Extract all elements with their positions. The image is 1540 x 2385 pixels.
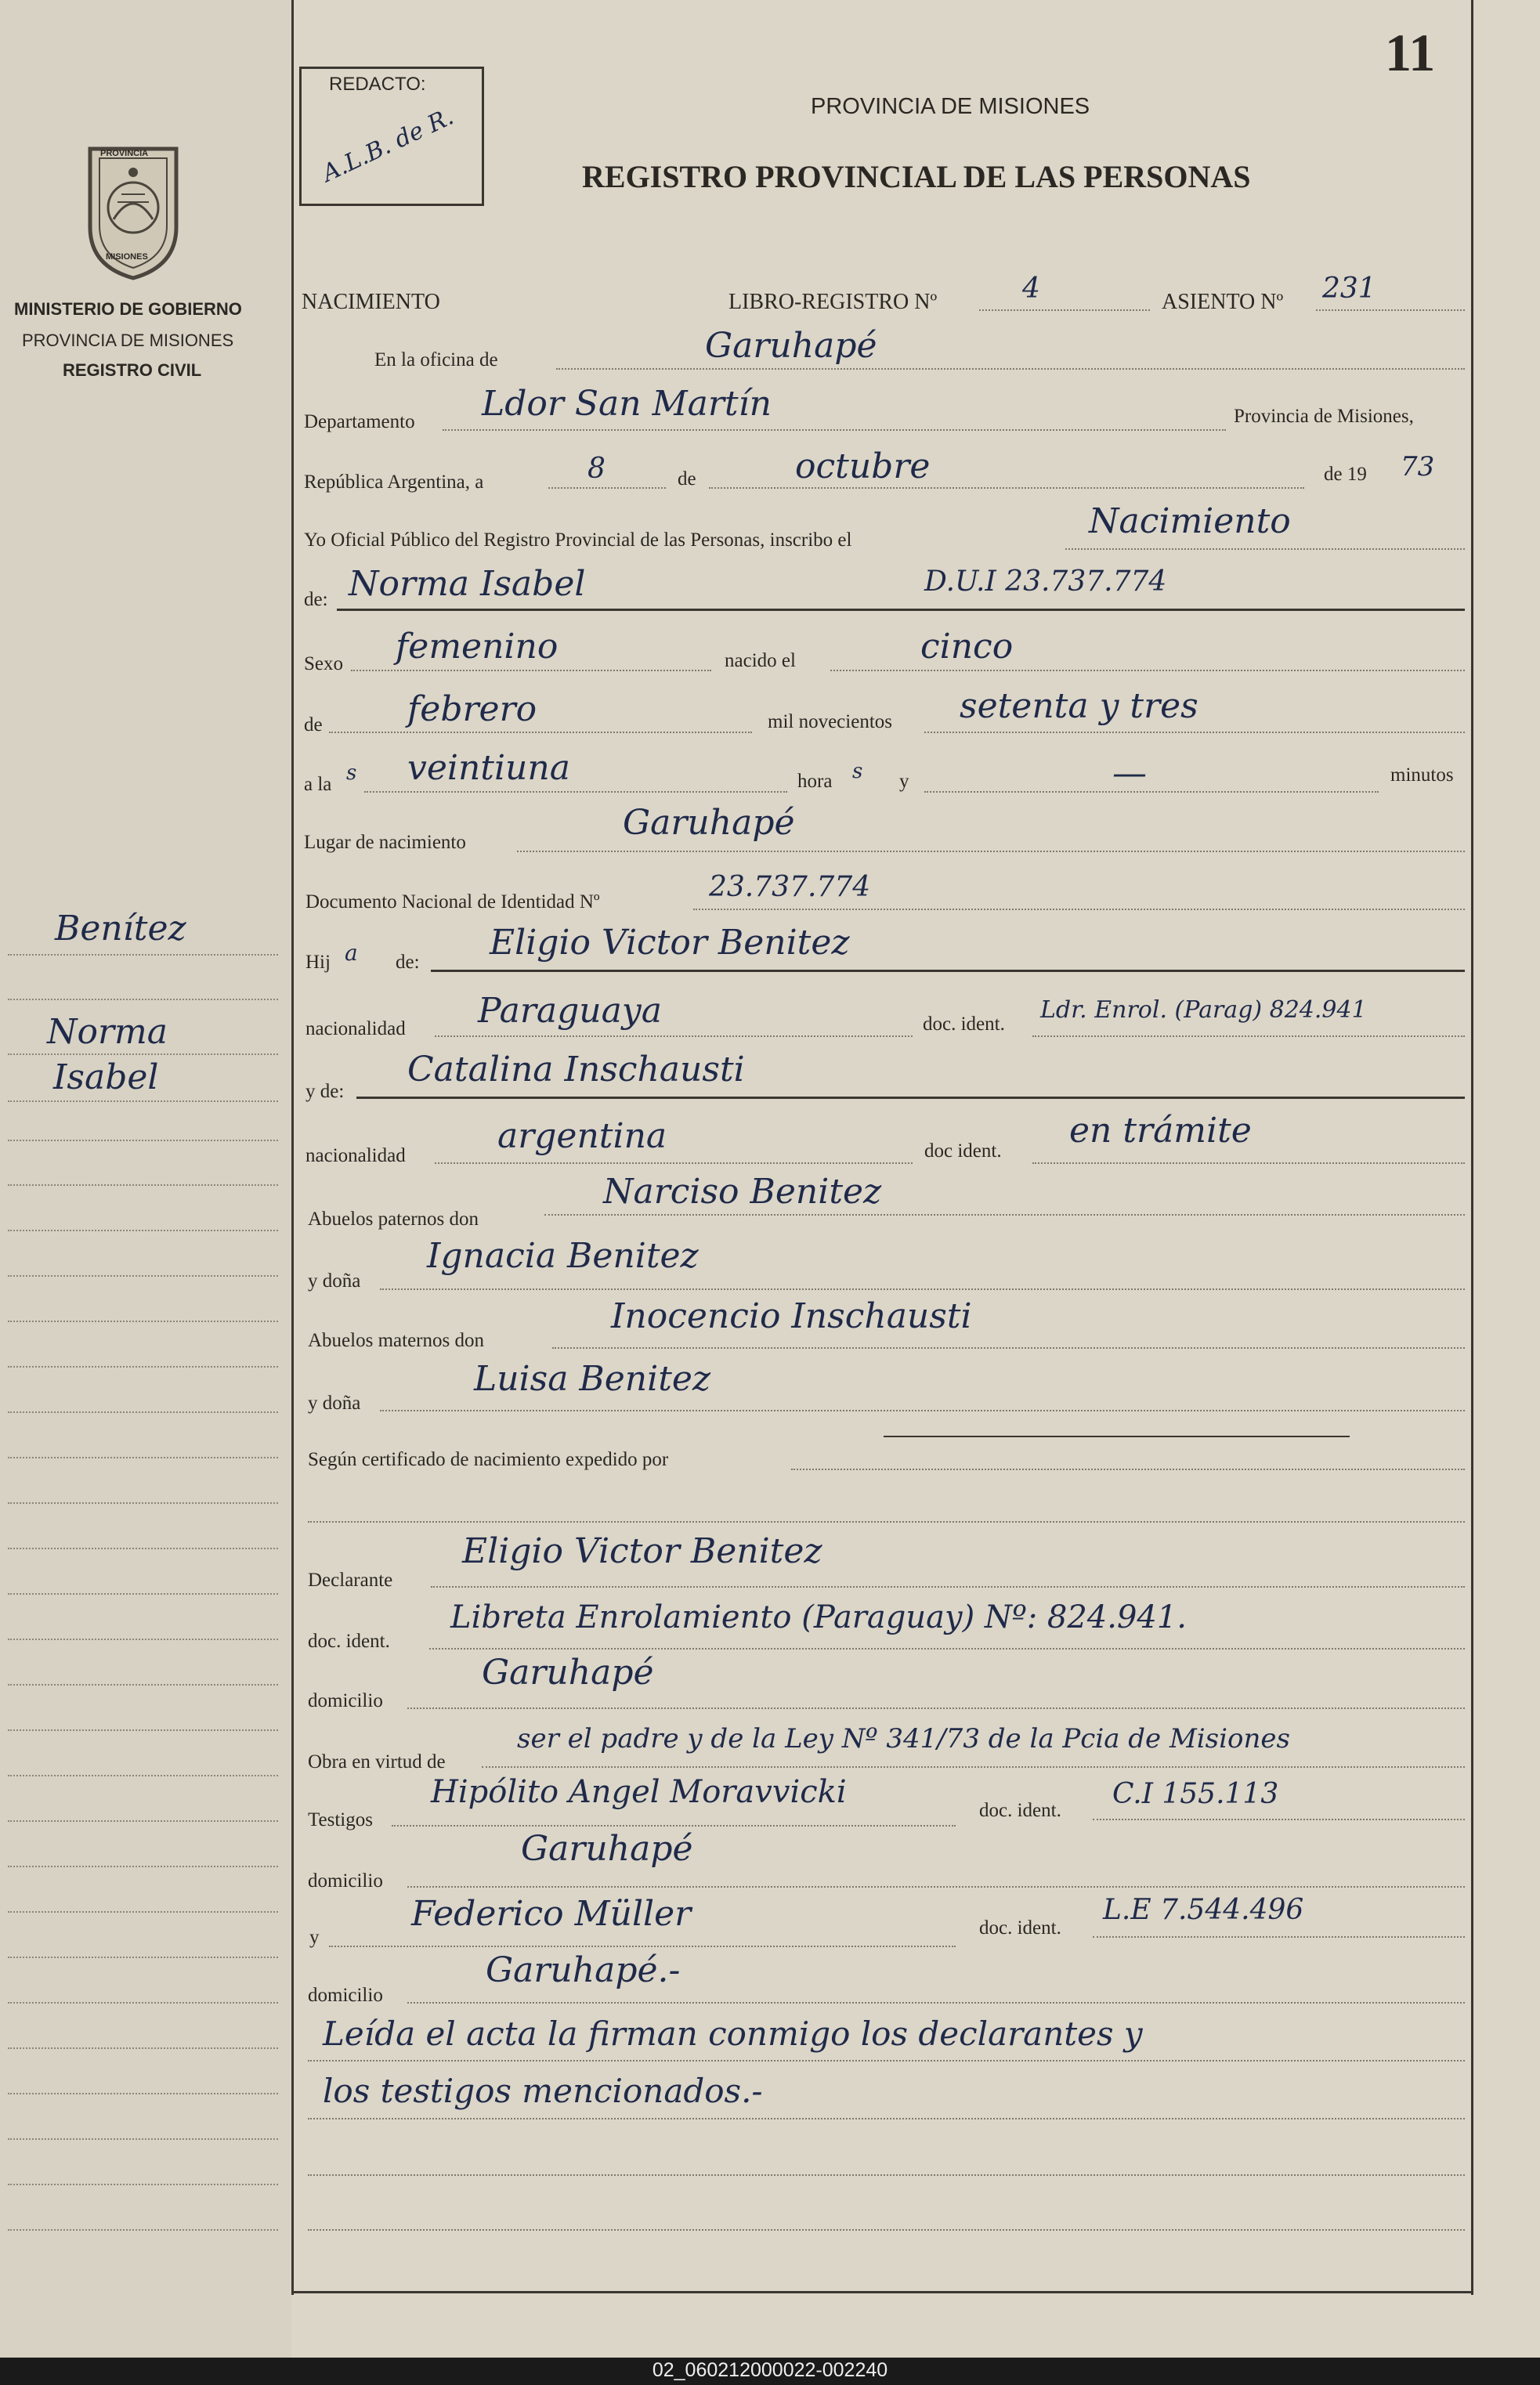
- value-libro: 4: [1022, 273, 1040, 305]
- label-sexo: Sexo: [304, 653, 343, 674]
- value-acto: Nacimiento: [1089, 501, 1291, 541]
- value-padre-doc: Ldr. Enrol. (Parag) 824.941: [1040, 996, 1367, 1024]
- label-lugar: Lugar de nacimiento: [304, 832, 466, 853]
- header-registry: REGISTRO PROVINCIAL DE LAS PERSONAS: [582, 159, 1251, 194]
- label-domicilio-3: domicilio: [308, 1985, 383, 2006]
- label-docident-5: doc. ident.: [979, 1917, 1061, 1939]
- value-testigo-1-domicilio: Garuhapé: [521, 1829, 693, 1869]
- value-du: D.U.I 23.737.774: [924, 566, 1167, 598]
- margin-note-name-2: Isabel: [53, 1057, 159, 1097]
- footer-code: 02_060212000022-002240: [652, 2359, 888, 2381]
- ministry-line-3: REGISTRO CIVIL: [63, 360, 202, 380]
- value-alas-suffix: s: [346, 761, 357, 785]
- footer-bar: [0, 2358, 1540, 2385]
- label-libro: LIBRO-REGISTRO Nº: [728, 290, 938, 314]
- label-docident-4: doc. ident.: [979, 1800, 1061, 1821]
- value-abuela-paterna: Ignacia Benitez: [427, 1236, 699, 1276]
- label-nacionalidad-2: nacionalidad: [305, 1145, 406, 1166]
- label-de2: de:: [304, 589, 328, 610]
- closing-line-1: Leída el acta la firman conmigo los declarantes y: [323, 2015, 1143, 2053]
- value-mes: octubre: [795, 446, 931, 486]
- label-docident-3: doc. ident.: [308, 1631, 390, 1652]
- value-nacido-mes: febrero: [407, 689, 537, 729]
- ministry-line-2: PROVINCIA DE MISIONES: [22, 331, 234, 350]
- label-asiento: ASIENTO Nº: [1162, 290, 1284, 314]
- value-testigo-1-doc: C.I 155.113: [1112, 1778, 1279, 1810]
- label-declarante: Declarante: [308, 1570, 393, 1591]
- value-nacido-anio: setenta y tres: [960, 686, 1198, 726]
- value-madre-nacionalidad: argentina: [497, 1116, 667, 1156]
- label-nacido: nacido el: [725, 650, 796, 671]
- seal-text-top: PROVINCIA: [100, 149, 149, 158]
- value-oficina: Garuhapé: [705, 326, 877, 366]
- left-margin-panel: [0, 0, 291, 2358]
- label-republica: República Argentina, a: [304, 472, 484, 493]
- value-madre: Catalina Inschausti: [407, 1050, 745, 1090]
- value-nombre: Norma Isabel: [349, 564, 586, 604]
- label-dni: Documento Nacional de Identidad Nº: [305, 891, 600, 912]
- label-segun: Según certificado de nacimiento expedido por: [308, 1449, 669, 1470]
- label-abuelos-paternos: Abuelos paternos don: [308, 1209, 479, 1230]
- value-anio: 73: [1401, 451, 1435, 482]
- label-minutos: minutos: [1390, 764, 1454, 786]
- label-provincia: Provincia de Misiones,: [1234, 406, 1414, 427]
- label-departamento: Departamento: [304, 411, 415, 432]
- value-declarante-doc: Libreta Enrolamiento (Paraguay) Nº: 824.941.: [450, 1599, 1188, 1635]
- value-hij-suffix: a: [345, 940, 358, 966]
- value-dia: 8: [587, 453, 606, 485]
- label-obra: Obra en virtud de: [308, 1751, 446, 1772]
- value-padre-nacionalidad: Paraguaya: [478, 991, 662, 1031]
- label-docident-1: doc. ident.: [923, 1014, 1005, 1035]
- redacto-label: REDACTO:: [329, 74, 426, 95]
- label-yde: y de:: [305, 1081, 345, 1102]
- label-y2: y: [309, 1927, 320, 1948]
- label-ydona-2: y doña: [308, 1393, 361, 1414]
- label-ydona-1: y doña: [308, 1270, 361, 1292]
- value-abuelo-materno: Inocencio Inschausti: [611, 1296, 972, 1336]
- value-testigo-1: Hipólito Angel Moravvicki: [431, 1774, 847, 1810]
- label-nacionalidad-1: nacionalidad: [305, 1018, 406, 1039]
- page-number: 11: [1385, 23, 1436, 82]
- value-declarante-domicilio: Garuhapé: [482, 1653, 654, 1693]
- value-abuelo-paterno: Narciso Benitez: [603, 1172, 882, 1212]
- label-testigos: Testigos: [308, 1809, 373, 1830]
- label-nacimiento: NACIMIENTO: [302, 290, 440, 314]
- value-hora-texto: veintiuna: [407, 748, 570, 788]
- header-province: PROVINCIA DE MISIONES: [811, 94, 1090, 119]
- label-de-year: de 19: [1324, 464, 1367, 485]
- label-de1: de: [678, 468, 696, 490]
- label-de3: de: [304, 714, 323, 735]
- redacto-initials: A.L.B. de R.: [318, 103, 458, 188]
- value-minutos: —: [1112, 753, 1147, 793]
- value-departamento: Ldor San Martín: [482, 384, 772, 424]
- value-hora-suffix: s: [852, 760, 863, 783]
- value-asiento: 231: [1322, 273, 1376, 305]
- value-padre: Eligio Victor Benitez: [490, 923, 850, 963]
- label-docident-2: doc ident.: [924, 1140, 1002, 1162]
- ministry-line-1: MINISTERIO DE GOBIERNO: [14, 299, 242, 319]
- redacto-box: [299, 67, 484, 206]
- value-madre-doc: en trámite: [1069, 1111, 1252, 1151]
- value-lugar: Garuhapé: [623, 803, 795, 843]
- value-dni: 23.737.774: [709, 871, 871, 903]
- label-hij: Hij: [305, 952, 331, 973]
- margin-note-name-1: Norma: [47, 1012, 168, 1052]
- label-alas: a la: [304, 774, 332, 795]
- value-nacido-dia: cinco: [920, 627, 1014, 667]
- label-hora: hora: [797, 771, 833, 792]
- label-abuelos-maternos: Abuelos maternos don: [308, 1330, 484, 1351]
- value-obra: ser el padre y de la Ley Nº 341/73 de la Pcia de Misiones: [517, 1723, 1290, 1754]
- value-abuela-materna: Luisa Benitez: [474, 1359, 711, 1399]
- label-y1: y: [899, 771, 909, 792]
- closing-line-2: los testigos mencionados.-: [323, 2072, 763, 2110]
- value-declarante: Eligio Victor Benitez: [462, 1531, 822, 1571]
- value-testigo-2-domicilio: Garuhapé.-: [486, 1950, 681, 1990]
- seal-text-bottom: MISIONES: [106, 252, 148, 262]
- label-domicilio-2: domicilio: [308, 1870, 383, 1892]
- label-hij-de: de:: [396, 952, 420, 973]
- value-testigo-2: Federico Müller: [411, 1894, 692, 1934]
- label-oficina: En la oficina de: [374, 349, 498, 370]
- margin-note-surname: Benítez: [55, 909, 186, 949]
- label-mil: mil novecientos: [768, 711, 892, 732]
- value-testigo-2-doc: L.E 7.544.496: [1103, 1894, 1304, 1926]
- label-oficial: Yo Oficial Público del Registro Provincial de las Personas, inscribo el: [304, 529, 852, 551]
- value-sexo: femenino: [396, 627, 559, 667]
- label-domicilio-1: domicilio: [308, 1690, 383, 1711]
